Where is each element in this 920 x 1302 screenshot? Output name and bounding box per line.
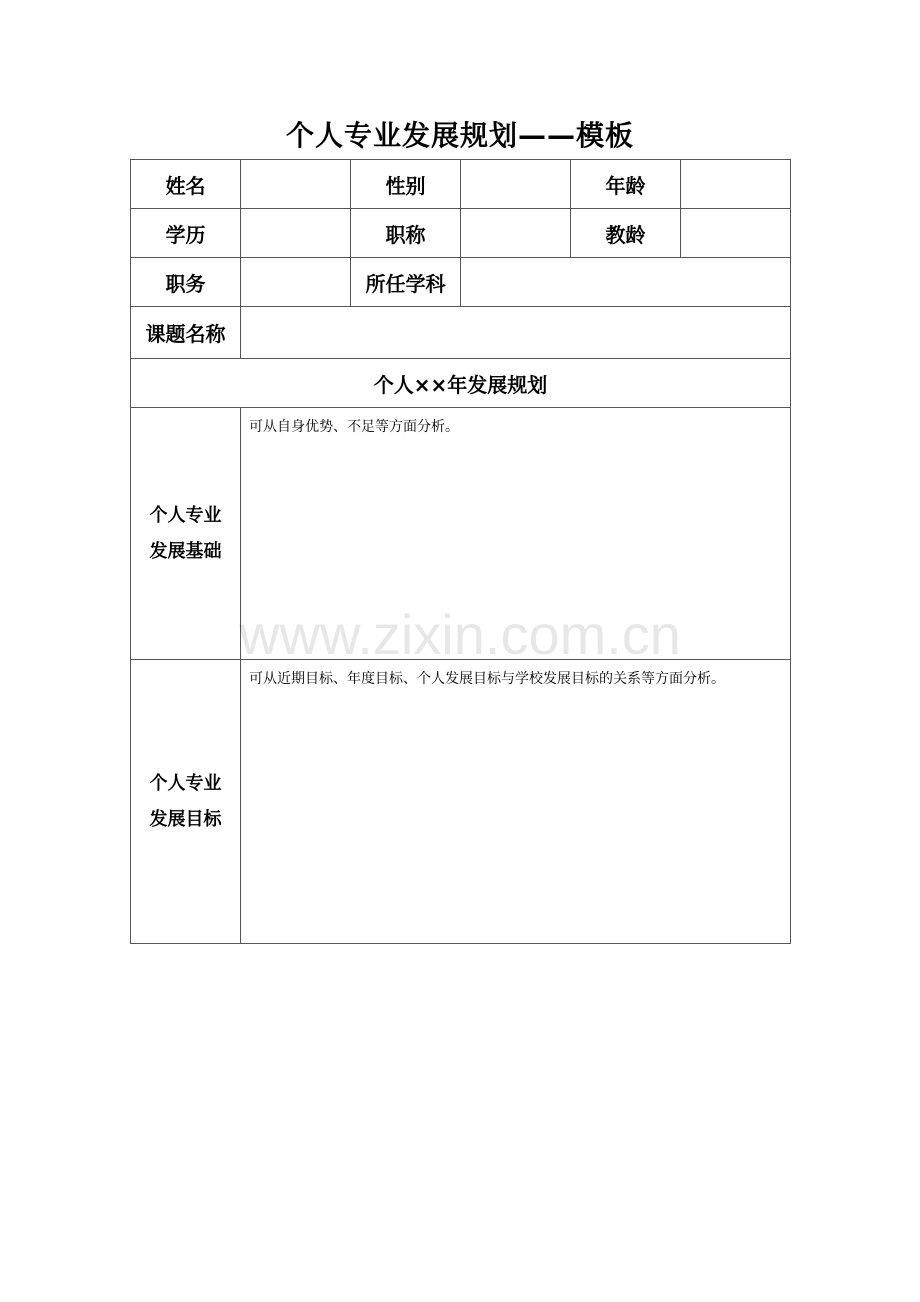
form-row-1: [131, 160, 791, 209]
education-label: 学历: [131, 209, 241, 258]
goal-label-line2: 发展目标: [149, 808, 222, 830]
age-label: 年龄: [571, 160, 681, 209]
form-row-3: [131, 258, 791, 307]
form-row-4: [131, 307, 791, 359]
gender-field[interactable]: [461, 160, 571, 209]
age-field[interactable]: [681, 160, 791, 209]
form-row-5: [131, 359, 791, 408]
basis-field[interactable]: [241, 408, 791, 660]
topic-field[interactable]: [241, 307, 791, 359]
gender-label: 性别: [351, 160, 461, 209]
basis-label-line1: 个人专业: [149, 504, 222, 526]
professional-title-field[interactable]: [461, 209, 571, 258]
teaching-years-label: 教龄: [571, 209, 681, 258]
basis-hint: 可从自身优势、不足等方面分析。: [249, 419, 459, 435]
goal-field[interactable]: [241, 660, 791, 944]
form-row-7: [131, 660, 791, 944]
watermark-text: www.zixin.com.cn: [239, 603, 681, 666]
name-field[interactable]: [241, 160, 351, 209]
topic-label: 课题名称: [131, 307, 241, 359]
teaching-years-field[interactable]: [681, 209, 791, 258]
form-row-6: [131, 408, 791, 660]
subject-label: 所任学科: [351, 258, 461, 307]
basis-label-line2: 发展基础: [149, 540, 222, 562]
goal-hint: 可从近期目标、年度目标、个人发展目标与学校发展目标的关系等方面分析。: [249, 671, 725, 687]
subject-field[interactable]: [461, 258, 791, 307]
position-field[interactable]: [241, 258, 351, 307]
form-row-2: [131, 209, 791, 258]
professional-title-label: 职称: [351, 209, 461, 258]
document-title: 个人专业发展规划——模板: [285, 119, 634, 152]
goal-label: [131, 660, 241, 944]
position-label: 职务: [131, 258, 241, 307]
plan-form-table: [130, 159, 791, 944]
basis-label: [131, 408, 241, 660]
section-heading: 个人××年发展规划: [131, 359, 791, 408]
name-label: 姓名: [131, 160, 241, 209]
education-field[interactable]: [241, 209, 351, 258]
goal-label-line1: 个人专业: [149, 772, 222, 794]
